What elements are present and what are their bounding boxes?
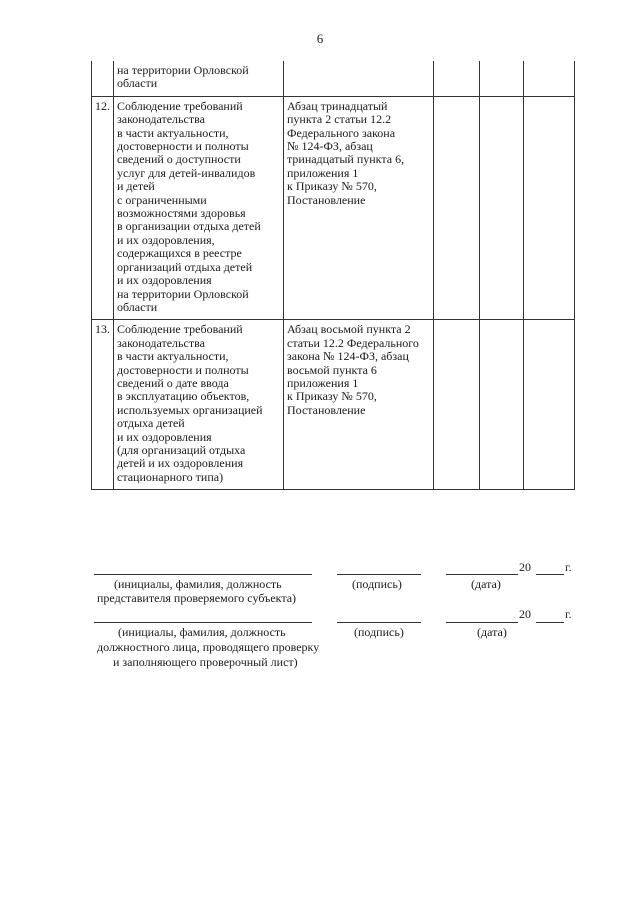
requirement-text: отдыха детей: [117, 416, 185, 431]
requirement-text: законодательства: [117, 112, 205, 127]
requirement-cell: [114, 320, 284, 490]
requirement-text: и их оздоровления,: [117, 232, 215, 247]
requirement-text: сведений о дате ввода: [117, 375, 229, 390]
answer-yes-cell[interactable]: [434, 320, 480, 490]
reference-text: Федерального закона: [287, 125, 396, 140]
reference-text: закона № 124-ФЗ, абзац: [287, 349, 409, 364]
answer-no-cell[interactable]: [480, 320, 524, 490]
signature-label: (подпись): [352, 577, 402, 591]
row-number: 13.: [92, 320, 114, 490]
reference-text: тринадцатый пункта 6,: [287, 152, 405, 167]
signature-line: [337, 574, 421, 575]
requirement-text: в части актуальности,: [117, 349, 229, 364]
year-suffix: г.: [565, 560, 572, 574]
year-prefix: 20: [519, 607, 531, 621]
requirement-text: содержащихся в реестре: [117, 246, 242, 261]
row-number: 12.: [92, 96, 114, 320]
requirement-text: на территории Орловской: [117, 63, 249, 77]
row-number: [92, 61, 114, 96]
date-line: [446, 622, 518, 623]
role-label: (инициалы, фамилия, должность: [114, 577, 282, 591]
requirement-text: и детей: [117, 179, 155, 194]
requirement-text: детей и их оздоровления: [117, 456, 244, 471]
answer-yes-cell[interactable]: [434, 96, 480, 320]
role-label: представителя проверяемого субъекта): [97, 591, 297, 605]
answer-yes-cell[interactable]: [434, 61, 480, 96]
requirement-cell: [114, 61, 284, 96]
table-row: [92, 96, 575, 320]
reference-text: Постановление: [287, 192, 366, 207]
requirement-text: области: [117, 76, 158, 91]
requirement-text: в организации отдыха детей: [117, 219, 261, 234]
requirement-text: законодательства: [117, 335, 205, 350]
year-suffix: г.: [565, 607, 572, 621]
checklist-table: [91, 61, 575, 490]
reference-cell: [284, 61, 434, 96]
reference-text: восьмой пункта 6: [287, 362, 377, 377]
reference-text: к Приказу № 570,: [287, 389, 377, 404]
reference-text: статьи 12.2 Федерального: [287, 335, 419, 350]
requirement-text: области: [117, 299, 158, 314]
table-row: [92, 320, 575, 490]
reference-text: к Приказу № 570,: [287, 179, 377, 194]
year-line: [536, 574, 564, 575]
requirement-text: в части актуальности,: [117, 125, 229, 140]
year-line: [536, 622, 564, 623]
answer-na-cell[interactable]: [524, 96, 575, 320]
requirement-text: сведений о доступности: [117, 152, 241, 167]
role-label: и заполняющего проверочный лист): [113, 655, 298, 669]
requirement-text: Соблюдение требований: [117, 322, 243, 337]
requirement-text: организаций отдыха детей: [117, 259, 253, 274]
reference-text: Абзац восьмой пункта 2: [287, 322, 411, 337]
requirement-text: услуг для детей-инвалидов: [117, 165, 256, 180]
answer-na-cell[interactable]: [524, 320, 575, 490]
reference-text: Постановление: [287, 402, 366, 417]
name-line: [94, 622, 312, 623]
answer-no-cell[interactable]: [480, 96, 524, 320]
reference-text: пункта 2 статьи 12.2: [287, 112, 392, 127]
signature-line: [337, 622, 421, 623]
requirement-text: и их оздоровления: [117, 273, 212, 288]
table-row: [92, 61, 575, 96]
answer-na-cell[interactable]: [524, 61, 575, 96]
name-line: [94, 574, 312, 575]
requirement-text: и их оздоровления: [117, 429, 212, 444]
date-label: (дата): [471, 577, 501, 591]
page-number: 6: [316, 31, 324, 46]
reference-text: Абзац тринадцатый: [287, 98, 388, 113]
requirement-text: достоверности и полноты: [117, 362, 249, 377]
reference-text: № 124-ФЗ, абзац: [287, 139, 373, 154]
year-prefix: 20: [519, 560, 531, 574]
requirement-text: стационарного типа): [117, 469, 224, 484]
requirement-text: в эксплуатацию объектов,: [117, 389, 250, 404]
requirement-text: (для организаций отдыха: [117, 442, 246, 457]
requirement-text: на территории Орловской: [117, 286, 249, 301]
reference-text: приложения 1: [287, 375, 359, 390]
date-line: [446, 574, 518, 575]
requirement-text: возможностями здоровья: [117, 206, 246, 221]
answer-no-cell[interactable]: [480, 61, 524, 96]
reference-cell: [284, 320, 434, 490]
requirement-text: используемых организацией: [117, 402, 263, 417]
requirement-text: Соблюдение требований: [117, 98, 243, 113]
requirement-cell: [114, 96, 284, 320]
reference-text: приложения 1: [287, 165, 359, 180]
requirement-text: с ограниченными: [117, 192, 207, 207]
role-label: (инициалы, фамилия, должность: [118, 625, 286, 639]
signature-label: (подпись): [354, 625, 404, 639]
requirement-text: достоверности и полноты: [117, 139, 249, 154]
date-label: (дата): [477, 625, 507, 639]
role-label: должностного лица, проводящего проверку: [97, 640, 320, 654]
reference-cell: [284, 96, 434, 320]
